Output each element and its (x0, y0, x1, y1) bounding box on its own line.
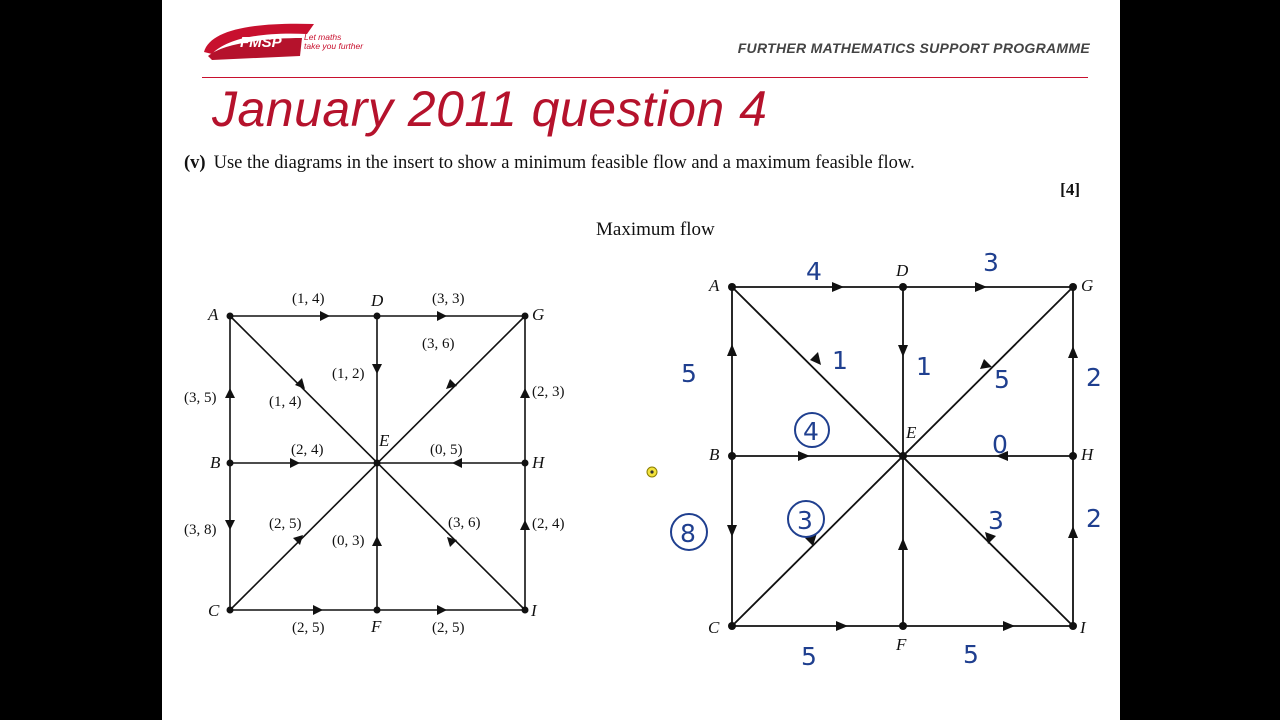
flow-label: 2 (1086, 363, 1102, 392)
node-label: A (709, 276, 720, 295)
node-label: G (532, 305, 545, 324)
edge-label: (1, 4) (269, 394, 302, 410)
edge-label: (2, 5) (292, 620, 325, 636)
tagline-line-1: Let maths (304, 32, 342, 42)
node-label: G (1081, 276, 1094, 295)
node-label: D (371, 291, 384, 310)
edge-label: (2, 5) (432, 620, 465, 636)
edge-label: (3, 8) (184, 522, 217, 538)
flow-label: 1 (916, 352, 932, 381)
edge-label: (3, 6) (448, 515, 481, 531)
question-body: Use the diagrams in the insert to show a minimum feasible flow and a maximum feasible flow. (213, 153, 915, 173)
edge-label: (2, 3) (532, 384, 565, 400)
node-label: B (210, 453, 221, 472)
handwritten-flows (671, 248, 1102, 671)
node-label: F (371, 617, 382, 636)
flow-label: 3 (797, 506, 813, 535)
question-marks: [4] (1060, 180, 1080, 199)
node-label: D (896, 261, 909, 280)
flow-label: 5 (801, 642, 817, 671)
flow-label: 4 (803, 417, 819, 446)
node-label: C (708, 618, 720, 637)
page-title: January 2011 question 4 (212, 81, 768, 137)
flow-label: 0 (992, 430, 1008, 459)
node-label: E (906, 423, 917, 442)
node-label: E (379, 431, 390, 450)
section-label: Maximum flow (596, 219, 715, 240)
flow-label: 2 (1086, 504, 1102, 533)
flow-label: 3 (988, 506, 1004, 535)
tagline-line-2: take you further (304, 41, 364, 51)
programme-name: FURTHER MATHEMATICS SUPPORT PROGRAMME (737, 40, 1090, 56)
flow-label: 4 (806, 257, 822, 286)
node-label: C (208, 601, 220, 620)
flow-label: 3 (983, 248, 999, 277)
node-label: F (896, 635, 907, 654)
edge-label: (0, 5) (430, 442, 463, 458)
node-label: B (709, 445, 720, 464)
node-label: A (208, 305, 219, 324)
node-label: I (531, 601, 537, 620)
flow-label: 5 (681, 359, 697, 388)
edge-label: (1, 4) (292, 291, 325, 307)
brand-name: FMSP (240, 34, 282, 51)
node-label: I (1080, 618, 1086, 637)
pointer-cursor (647, 467, 657, 477)
flow-label: 5 (994, 365, 1010, 394)
edge-label: (2, 4) (532, 516, 565, 532)
flow-label: 8 (680, 519, 696, 548)
edge-label: (0, 3) (332, 533, 365, 549)
edge-label: (2, 5) (269, 516, 302, 532)
node-label: H (532, 453, 545, 472)
edge-label: (2, 4) (291, 442, 324, 458)
node-label: H (1081, 445, 1094, 464)
flow-label: 1 (832, 346, 848, 375)
edge-label: (3, 5) (184, 390, 217, 406)
flow-label: 5 (963, 640, 979, 669)
question-number: (v) (184, 153, 206, 173)
edge-label: (1, 2) (332, 366, 365, 382)
edge-label: (3, 3) (432, 291, 465, 307)
edge-label: (3, 6) (422, 336, 455, 352)
